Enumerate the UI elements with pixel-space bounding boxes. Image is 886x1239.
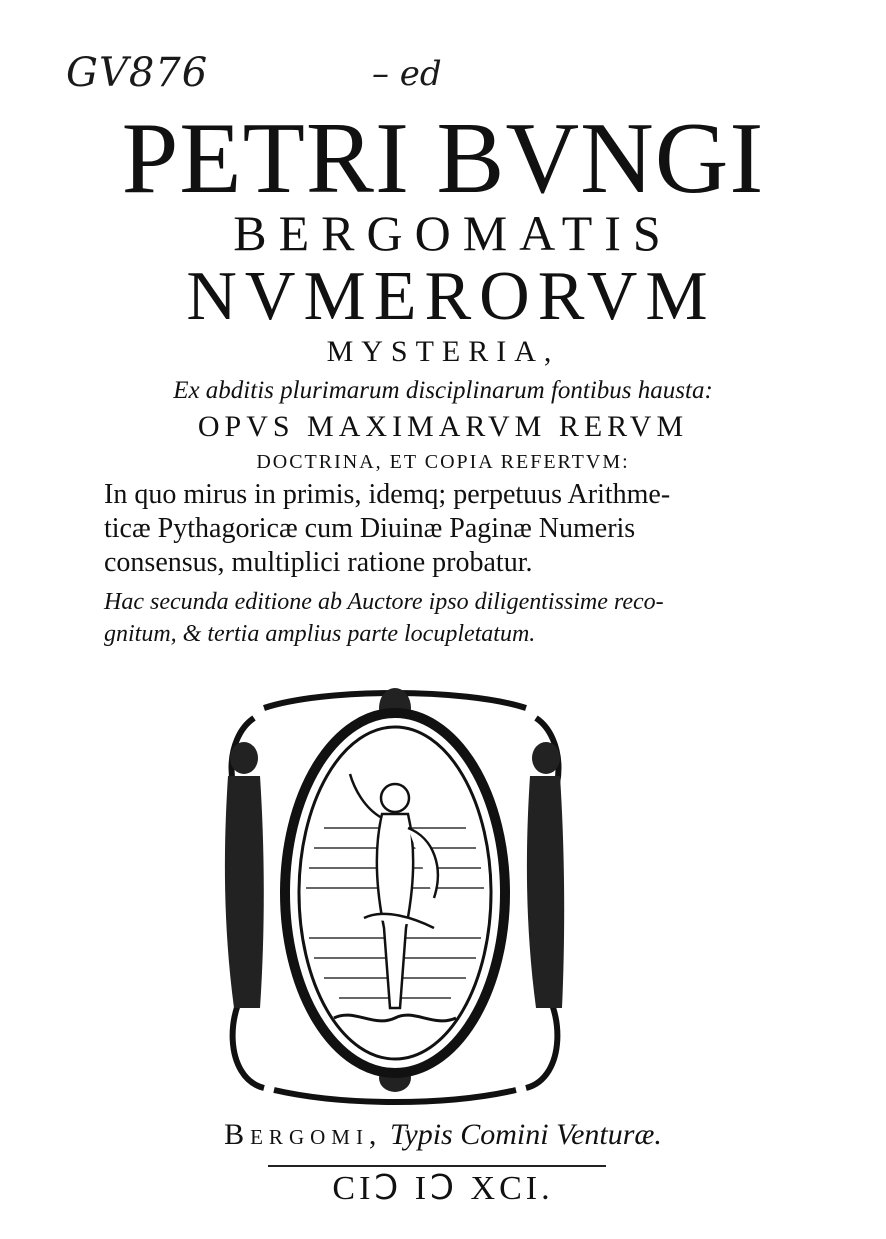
imprint-city: Bergomi,	[224, 1118, 383, 1151]
imprint	[0, 1120, 886, 1150]
handwritten-note: – ed	[372, 54, 442, 94]
book-title-sub: MYSTERIA,	[326, 335, 560, 368]
description-line: consensus, multiplici ratione probatur.	[104, 547, 533, 578]
book-title: NVMERORVM	[186, 258, 716, 335]
description-line: ticæ Pythagoricæ cum Diuinæ Paginæ Numeris	[104, 513, 636, 544]
edition-line: Hac secunda editione ab Auctore ipso diligentissime reco-	[104, 589, 664, 615]
printer-device-woodcut	[214, 678, 576, 1108]
subtitle-italic: Ex abditis plurimarum disciplinarum fontibus hausta:	[173, 377, 713, 404]
handwritten-shelfmark: GV876	[66, 50, 209, 96]
subtitle-caps: OPVS MAXIMARVM RERVM	[197, 410, 689, 443]
imprint-publisher: Typis Comini Venturæ.	[389, 1118, 662, 1151]
description-line: In quo mirus in primis, idemq; perpetuus Arithme-	[104, 479, 671, 510]
description-paragraph	[104, 478, 744, 580]
publication-date: CIↃ IↃ XCI.	[332, 1170, 554, 1207]
edition-note	[104, 586, 744, 650]
subtitle-small-caps: DOCTRINA, ET COPIA REFERTVM:	[256, 451, 630, 473]
author-origin: BERGOMATIS	[233, 205, 673, 261]
imprint-rule	[268, 1165, 606, 1167]
edition-line: gnitum, & tertia amplius parte locupletatum.	[104, 621, 536, 647]
author-name: PETRI BVNGI	[121, 102, 765, 215]
